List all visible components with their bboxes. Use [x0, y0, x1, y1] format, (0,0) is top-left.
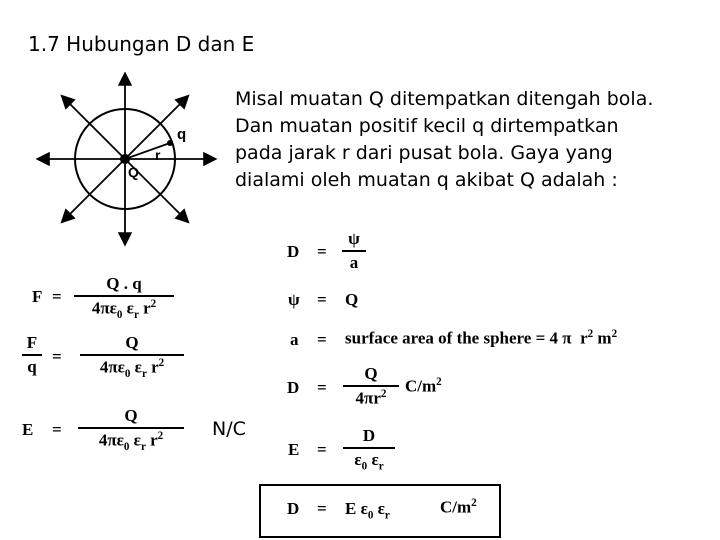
eq2-fraction: Q $4\pi\varepsilon_0$ $\varepsilon_r$ $r^2$: [80, 333, 184, 380]
r2-lhs: ψ: [288, 290, 300, 309]
paragraph-line: pada jarak r dari pusat bola. Gaya yang: [235, 142, 613, 164]
r1-lhs: D: [287, 242, 300, 261]
paragraph-line: Dan muatan positif kecil q dirtempatkan: [235, 115, 619, 137]
equals-sign: =: [52, 287, 62, 306]
eq3-unit: N/C: [212, 418, 246, 440]
r4-fraction: Q $4\pi r^2$: [343, 364, 399, 409]
eq2-lhs-fraction: F q: [22, 333, 42, 377]
eq3-lhs: E: [22, 420, 34, 439]
eq3-fraction: Q $4\pi\varepsilon_0$ $\varepsilon_r$ $r^2$: [78, 406, 184, 453]
page-title: 1.7 Hubungan D dan E: [28, 32, 255, 56]
eq1-fraction: Q . q $4\pi\varepsilon_0$ $\varepsilon_r$ $r^2$: [74, 274, 174, 321]
equals-sign: =: [317, 290, 327, 309]
charge-q-dot: [167, 140, 173, 146]
equals-sign: =: [317, 499, 327, 518]
r6-unit: $C/m^2$: [440, 497, 477, 517]
r4-lhs: D: [287, 378, 300, 397]
r3-lhs: a: [290, 330, 299, 349]
field-line: [63, 97, 125, 159]
r4-unit: $C/m^2$: [405, 376, 442, 396]
r5-lhs: E: [288, 440, 300, 459]
eq1-lhs: F: [32, 287, 43, 306]
equals-sign: =: [52, 420, 62, 439]
label-Q: Q: [128, 164, 139, 180]
charge-Q-dot: [120, 154, 130, 164]
r6-rhs: E $\varepsilon_0$ $\varepsilon_r$: [345, 499, 390, 522]
r6-lhs: D: [287, 499, 300, 518]
r5-fraction: D $\varepsilon_0$ $\varepsilon_r$: [343, 426, 395, 472]
equals-sign: =: [317, 330, 327, 349]
equals-sign: =: [317, 378, 327, 397]
paragraph-line: dialami oleh muatan q akibat Q adalah :: [235, 169, 618, 191]
label-r: r: [155, 147, 161, 163]
r3-rhs: surface area of the sphere = 4 π $r^2$ $m^2$: [345, 328, 618, 348]
intro-paragraph: [235, 86, 715, 194]
field-line: [63, 159, 125, 221]
label-q: q: [177, 126, 187, 143]
equals-sign: =: [317, 242, 327, 261]
r1-fraction: ψ a: [342, 229, 366, 273]
r2-rhs: Q: [345, 290, 359, 309]
charge-sphere-diagram: [36, 72, 221, 247]
paragraph-line: Misal muatan Q ditempatkan ditengah bola.: [235, 88, 654, 110]
equals-sign: =: [52, 347, 62, 366]
equals-sign: =: [317, 440, 327, 459]
